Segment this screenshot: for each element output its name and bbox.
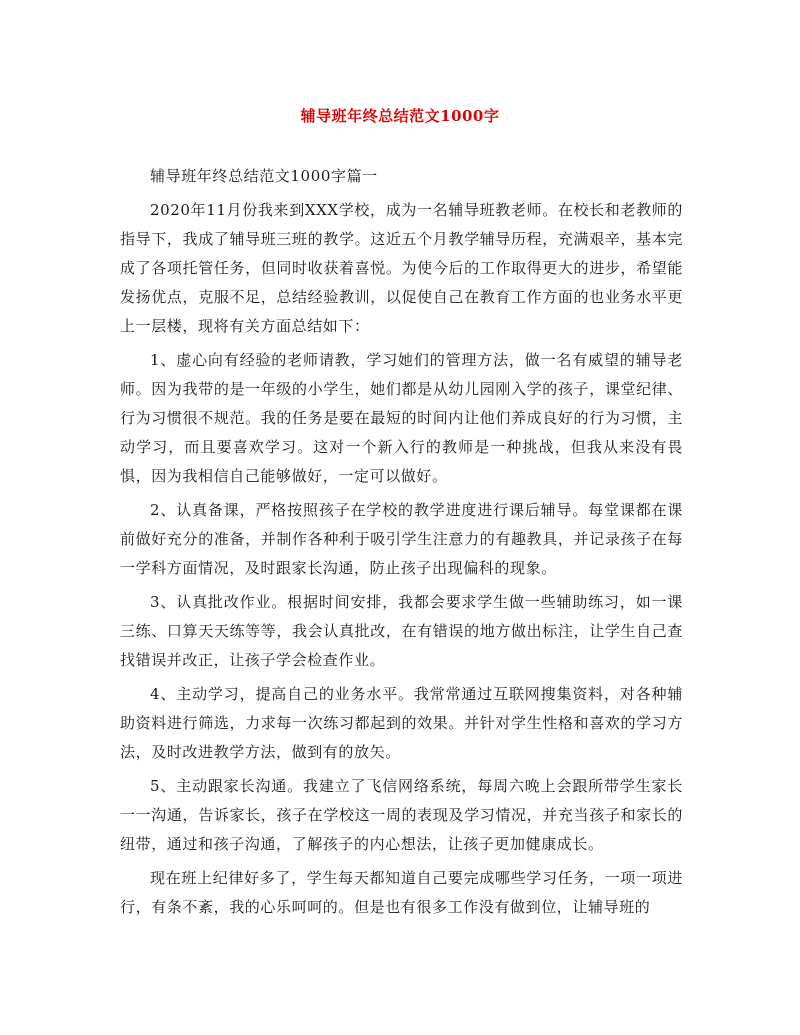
- section-heading: 辅导班年终总结范文1000字篇一: [150, 167, 378, 185]
- point-1-paragraph: 1、虚心向有经验的老师请教，学习她们的管理方法，做一名有威望的辅导老师。因为我带的是一年级的小学生，她们都是从幼儿园刚入学的孩子，课堂纪律、行为习惯很不规范。我的任务是要在最短的时间内让他们养成良好的行为习惯，主动学习，而且要喜欢学习。这对一个新入行的教师是一种挑战，但我从来没有畏惧，因为我相信自己能够做好，一定可以做好。: [120, 351, 683, 485]
- point-3-paragraph: 3、认真批改作业。根据时间安排，我都会要求学生做一些辅助练习，如一课三练、口算天天练等等，我会认真批改，在有错误的地方做出标注，让学生自己查找错误并改正，让孩子学会检查作业。: [120, 593, 683, 669]
- conclusion-paragraph: 现在班上纪律好多了，学生每天都知道自己要完成哪些学习任务，一项一项进行，有条不紊，我的心乐呵呵的。但是也有很多工作没有做到位，让辅导班的: [120, 869, 683, 916]
- point-2-paragraph: 2、认真备课，严格按照孩子在学校的教学进度进行课后辅导。每堂课都在课前做好充分的准备，并制作各种利于吸引学生注意力的有趣教具，并记录孩子在每一学科方面情况，及时跟家长沟通，防止孩子出现偏科的现象。: [120, 501, 683, 577]
- document-title: 辅导班年终总结范文1000字: [300, 107, 500, 125]
- point-4-paragraph: 4、主动学习，提高自己的业务水平。我常常通过互联网搜集资料，对各种辅助资料进行筛选，力求每一次练习都起到的效果。并针对学生性格和喜欢的学习方法，及时改进教学方法，做到有的放矢。: [120, 685, 683, 761]
- intro-paragraph: 2020年11月份我来到XXX学校，成为一名辅导班教老师。在校长和老教师的指导下，我成了辅导班三班的教学。这近五个月教学辅导历程，充满艰辛，基本完成了各项托管任务，但同时收获着喜悦。为使今后的工作取得更大的进步，希望能发扬优点，克服不足，总结经验教训，以促使自己在教育工作方面的也业务水平更上一层楼，现将有关方面总结如下：: [120, 201, 683, 335]
- document-body: [120, 162, 683, 927]
- point-5-paragraph: 5、主动跟家长沟通。我建立了飞信网络系统，每周六晚上会跟所带学生家长一一沟通，告诉家长，孩子在学校这一周的表现及学习情况，并充当孩子和家长的纽带，通过和孩子沟通，了解孩子的内心想法，让孩子更加健康成长。: [120, 777, 683, 853]
